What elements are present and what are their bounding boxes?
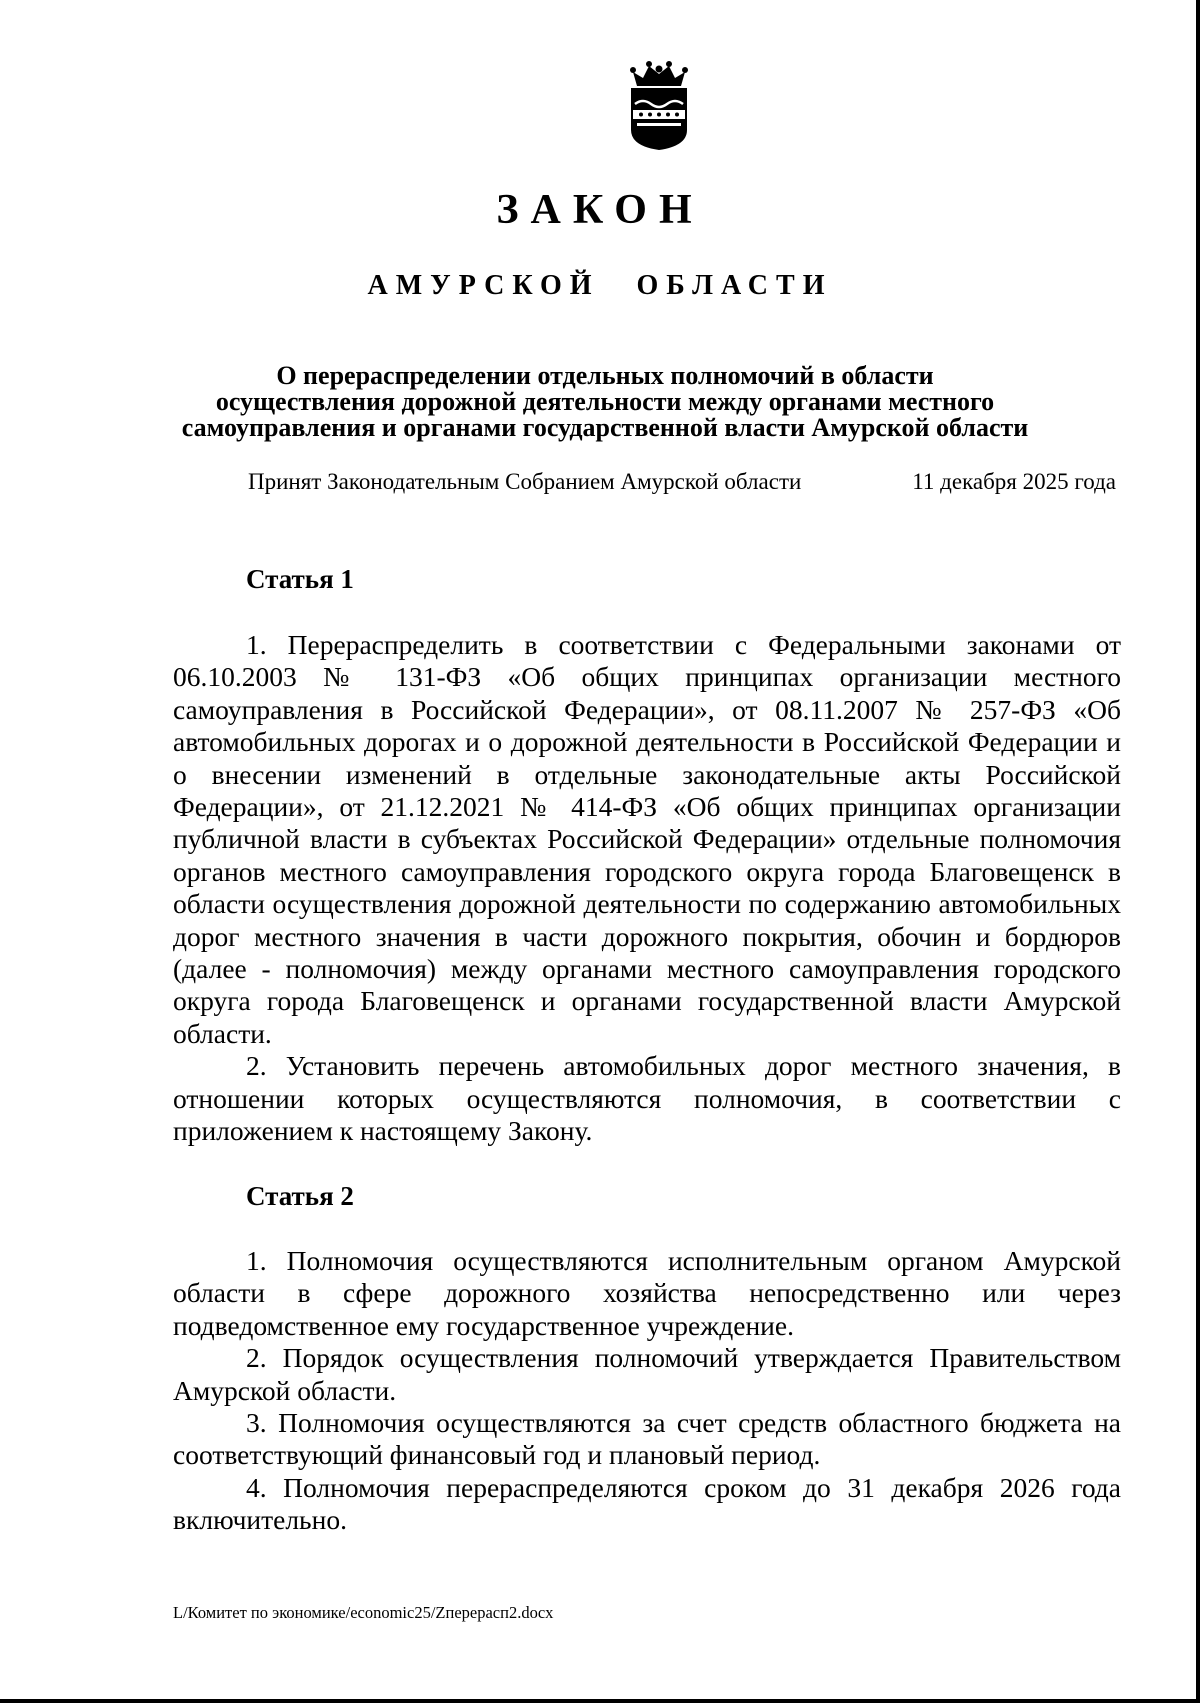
law-subject-line: самоуправления и органами государственной власти Амурской области (181, 413, 1029, 442)
adoption-body: Принят Законодательным Собранием Амурской области (248, 469, 802, 494)
footer-file-path: L/Комитет по экономике/economic25/Zперерасп2.docx (173, 1603, 554, 1622)
article-paragraph: 4. Полномочия перераспределяются сроком до 31 декабря 2026 года включительно. (173, 1471, 1121, 1536)
article-paragraph: 1. Полномочия осуществляются исполнительным органом Амурской области в сфере дорожного хозяйства непосредственно или через подведомственное ему государственное учреждение. (173, 1245, 1121, 1341)
article-paragraph: 2. Установить перечень автомобильных дорог местного значения, в отношении которых осуществляются полномочия, в соответствии с приложением к настоящему Закону. (173, 1050, 1121, 1147)
adoption-date: 11 декабря 2025 года (912, 469, 1116, 494)
law-subject (170, 363, 1040, 441)
article-heading: Статья 1 (246, 564, 354, 594)
region-title: АМУРСКОЙ ОБЛАСТИ (367, 270, 833, 301)
article-paragraph: 2. Порядок осуществления полномочий утверждается Правительством Амурской области. (173, 1342, 1121, 1406)
article-body (173, 1245, 1121, 1537)
law-subject-line: О перераспределении отдельных полномочий в области (276, 361, 934, 390)
law-subject-line: осуществления дорожной деятельности между органами местного (215, 387, 995, 416)
page-border-right (1196, 0, 1200, 1703)
page-border-bottom (0, 1699, 1200, 1703)
article-heading: Статья 2 (246, 1181, 354, 1211)
amur-oblast-coat-of-arms-icon (623, 60, 695, 152)
article-body (173, 629, 1121, 1148)
adoption-line (248, 467, 1116, 497)
article-paragraph: 3. Полномочия осуществляются за счет средств областного бюджета на соответствующий финансовый год и плановый период. (173, 1407, 1121, 1471)
law-title: ЗАКОН (496, 187, 704, 233)
article-paragraph: 1. Перераспределить в соответствии с Федеральными законами от 06.10.2003 № 131-ФЗ «Об общих принципах организации местного самоуправления в Российской Федерации», от 08.11.2007 № 257-ФЗ «Об автомобильных дорогах и о дорожной деятельности в Российской Федерации и о внесении изменений в отдельные законодательные акты Российской Федерации», от 21.12.2021 № 414-ФЗ «Об общих принципах организации публичной власти в субъектах Российской Федерации» отдельные полномочия органов местного самоуправления городского округа города Благовещенск в области осуществления дорожной деятельности по содержанию автомобильных дорог местного значения в части дорожного покрытия, обочин и бордюров (далее - полномочия) между органами местного самоуправления городского округа города Благовещенск и органами государственной власти Амурской области. (173, 629, 1121, 1049)
